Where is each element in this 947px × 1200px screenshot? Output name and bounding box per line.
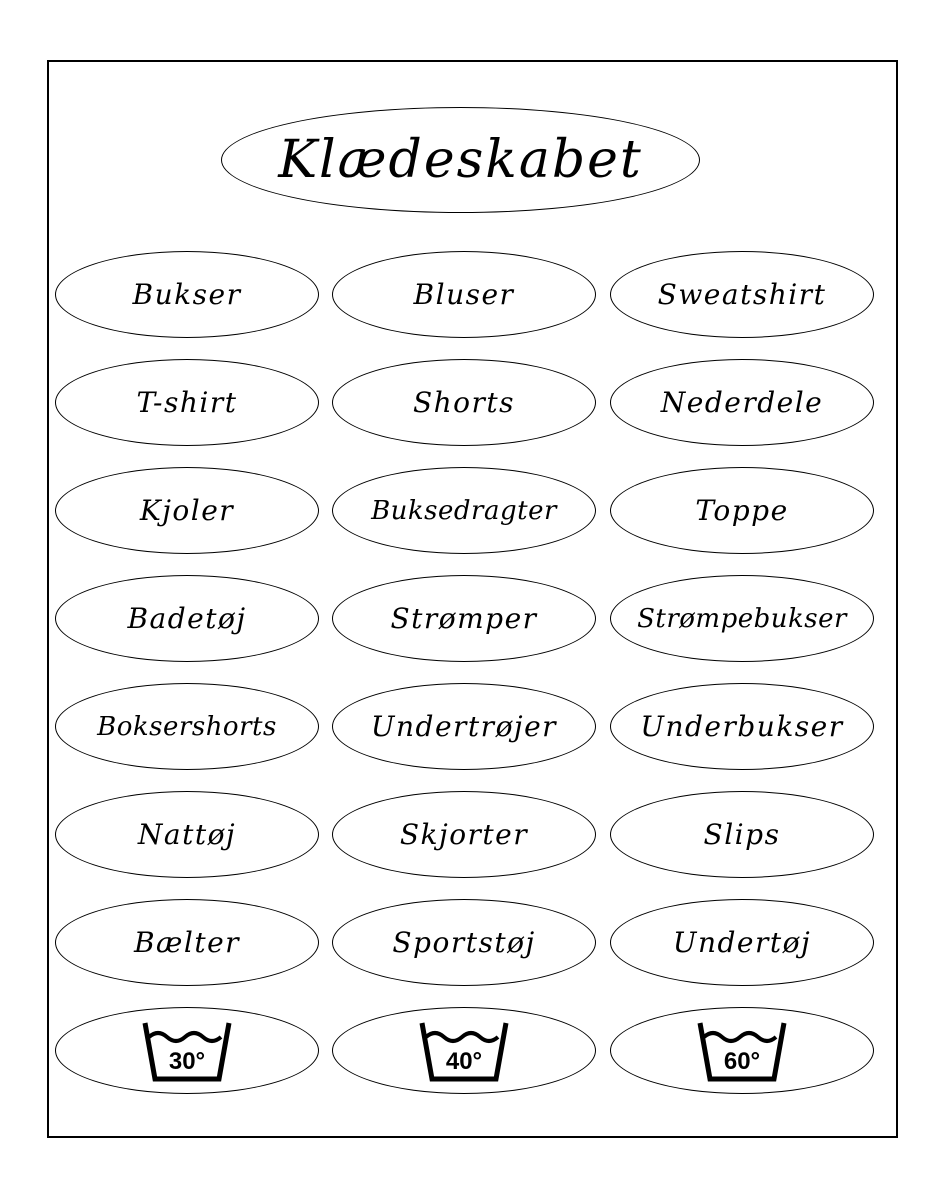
label-oval (610, 575, 874, 662)
label-oval (332, 899, 596, 986)
label-text: Sportstøj (392, 926, 536, 959)
label-text: Boksershorts (97, 711, 277, 742)
label-text: Bukser (132, 278, 242, 311)
label-oval (610, 251, 874, 338)
label-text: Undertøj (672, 926, 812, 959)
label-text: Buksedragter (371, 495, 557, 526)
label-text: T-shirt (136, 386, 238, 419)
label-text: Shorts (412, 386, 516, 419)
label-text: Nattøj (137, 818, 237, 851)
label-text: Toppe (695, 494, 789, 527)
label-text: Skjorter (399, 818, 529, 851)
label-oval (332, 359, 596, 446)
wash-oval (55, 1007, 319, 1094)
label-oval (332, 683, 596, 770)
label-text: Underbukser (640, 710, 844, 743)
label-text: Kjoler (139, 494, 235, 527)
wash-tub-icon (696, 1017, 788, 1085)
label-text: Badetøj (127, 602, 247, 635)
label-text: Strømper (390, 602, 538, 635)
wash-temp-label: 60° (723, 1047, 761, 1075)
wash-temp-label: 40° (445, 1047, 483, 1075)
wash-oval (332, 1007, 596, 1094)
label-oval (610, 791, 874, 878)
label-oval (55, 359, 319, 446)
label-oval (332, 467, 596, 554)
wash-tub-icon (141, 1017, 233, 1085)
label-text: Nederdele (660, 386, 824, 419)
label-oval (55, 899, 319, 986)
label-text: Bælter (133, 926, 241, 959)
label-text: Undertrøjer (370, 710, 558, 743)
wash-oval (610, 1007, 874, 1094)
label-oval (332, 251, 596, 338)
title-oval (221, 107, 700, 213)
label-text: Bluser (413, 278, 515, 311)
wash-temp-label: 30° (168, 1047, 206, 1075)
label-oval (55, 251, 319, 338)
label-oval (610, 683, 874, 770)
label-oval (610, 899, 874, 986)
label-text: Slips (703, 818, 781, 851)
label-oval (55, 575, 319, 662)
wash-tub-icon (418, 1017, 510, 1085)
label-oval (610, 359, 874, 446)
label-text: Strømpebukser (637, 603, 847, 634)
label-oval (55, 683, 319, 770)
label-oval (332, 575, 596, 662)
page-title: Klædeskabet (278, 130, 643, 190)
label-text: Sweatshirt (657, 278, 827, 311)
label-oval (332, 791, 596, 878)
label-oval (55, 467, 319, 554)
label-oval (55, 791, 319, 878)
label-oval (610, 467, 874, 554)
